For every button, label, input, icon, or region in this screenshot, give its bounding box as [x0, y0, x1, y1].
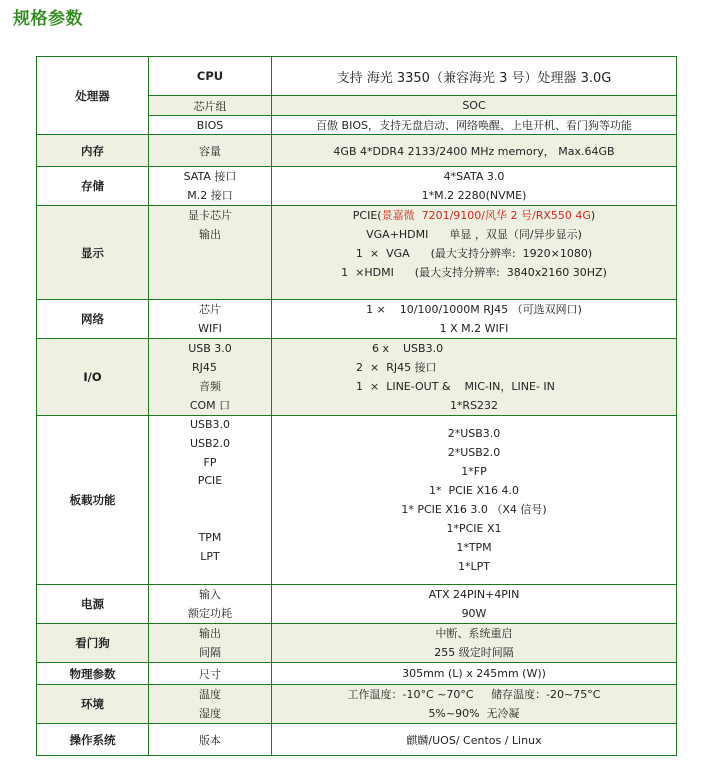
val-network: [272, 300, 677, 339]
sub-environment-humidity: 湿度: [199, 707, 221, 720]
sub-network-chip: 芯片: [199, 303, 221, 316]
row-watchdog: [37, 624, 677, 663]
val-environment: [272, 685, 677, 724]
category-processor: 处理器: [37, 57, 149, 135]
sub-environment: [149, 685, 272, 724]
val-watchdog-interval: 255 级定时间隔: [434, 646, 514, 659]
sub-storage-m2: M.2 接口: [187, 189, 233, 202]
val-environment-temp: 工作温度：-10°C ~70°C 储存温度：-20~75°C: [347, 688, 601, 701]
val-io-com: 1*RS232: [449, 399, 499, 412]
gpu-suffix: ): [590, 209, 596, 222]
val-display: [272, 206, 677, 300]
val-io-audio: 1 × LINE-OUT & MIC-IN，LINE- IN: [356, 380, 555, 393]
sub-onboard: [149, 416, 272, 585]
row-display: [37, 206, 677, 300]
val-physical: 305mm (L) x 245mm (W)): [272, 663, 677, 685]
row-memory: [37, 135, 677, 167]
val-chipset: SOC: [272, 96, 677, 116]
val-display-vga: 1 × VGA (最大支持分辨率: 1920×1080): [355, 247, 593, 260]
category-storage: 存储: [37, 167, 149, 206]
sub-display-gpu: 显卡芯片: [188, 209, 232, 222]
category-display: 显示: [37, 206, 149, 300]
sub-onboard-usb2: USB2.0: [189, 436, 231, 450]
row-storage: [37, 167, 677, 206]
row-io: [37, 339, 677, 416]
gpu-prefix: PCIE(: [352, 209, 382, 222]
row-physical: [37, 663, 677, 685]
sub-onboard-tpm: TPM: [198, 530, 222, 544]
sub-cpu: CPU: [149, 57, 272, 96]
spec-table: [36, 56, 677, 756]
sub-onboard-blank1: [149, 491, 271, 510]
sub-onboard-lpt: LPT: [200, 549, 220, 563]
val-onboard-fp: 1*FP: [461, 465, 487, 478]
sub-memory: 容量: [149, 135, 272, 167]
val-io: [272, 339, 677, 416]
sub-chipset: 芯片组: [149, 96, 272, 116]
val-power-input: ATX 24PIN+4PIN: [428, 588, 520, 601]
sub-storage: [149, 167, 272, 206]
sub-storage-sata: SATA 接口: [183, 170, 237, 183]
val-io-rj45: 2 × RJ45 接口: [356, 361, 437, 374]
val-display-gpu: [272, 206, 676, 225]
val-bios: 百傲 BIOS，支持无盘启动、网络唤醒、上电开机、看门狗等功能: [272, 116, 677, 135]
val-environment-humidity: 5%~90% 无冷凝: [428, 707, 520, 720]
sub-onboard-blank2: [149, 510, 271, 529]
sub-display-output: 输出: [199, 228, 221, 241]
sub-watchdog: [149, 624, 272, 663]
sub-network: [149, 300, 272, 339]
val-cpu: 支持 海光 3350（兼容海光 3 号）处理器 3.0G: [272, 57, 677, 96]
val-power-rated: 90W: [461, 607, 487, 620]
sub-io-usb: USB 3.0: [188, 342, 232, 355]
val-onboard-pcie-x16-30: 1* PCIE X16 3.0 （X4 信号): [401, 503, 547, 516]
val-onboard: [272, 416, 677, 585]
category-network: 网络: [37, 300, 149, 339]
category-watchdog: 看门狗: [37, 624, 149, 663]
sub-io-audio: 音频: [199, 380, 221, 393]
sub-watchdog-interval: 间隔: [199, 646, 221, 659]
val-io-usb: 6 x USB3.0: [372, 342, 444, 355]
val-memory: 4GB 4*DDR4 2133/2400 MHz memory， Max.64GB: [272, 135, 677, 167]
sub-onboard-pcie: PCIE: [197, 474, 223, 488]
val-storage: [272, 167, 677, 206]
val-power: [272, 585, 677, 624]
val-onboard-pcie-x16-40: 1* PCIE X16 4.0: [428, 484, 520, 497]
category-onboard: 板载功能: [37, 416, 149, 585]
sub-watchdog-output: 输出: [199, 627, 221, 640]
category-environment: 环境: [37, 685, 149, 724]
row-onboard: [37, 416, 677, 585]
sub-power-input: 输入: [199, 588, 221, 601]
sub-onboard-fp: FP: [203, 455, 217, 469]
row-power: [37, 585, 677, 624]
sub-io-rj45: RJ45: [192, 361, 217, 374]
val-os: 麒麟/UOS/ Centos / Linux: [272, 724, 677, 756]
val-onboard-usb3: 2*USB3.0: [447, 427, 501, 440]
val-watchdog: [272, 624, 677, 663]
sub-onboard-usb3: USB3.0: [189, 418, 231, 431]
sub-bios: BIOS: [149, 116, 272, 135]
category-power: 电源: [37, 585, 149, 624]
gpu-models-highlight: 景嘉微 7201/9100/风华 2 号/RX550 4G: [381, 209, 591, 222]
category-io: I/O: [37, 339, 149, 416]
row-os: [37, 724, 677, 756]
val-watchdog-output: 中断、系统重启: [435, 627, 513, 640]
val-onboard-lpt: 1*LPT: [458, 560, 490, 573]
sub-power-rated: 额定功耗: [188, 607, 232, 620]
sub-physical: 尺寸: [149, 663, 272, 685]
category-memory: 内存: [37, 135, 149, 167]
sub-network-wifi: WIFI: [198, 322, 222, 335]
sub-os: 版本: [149, 724, 272, 756]
row-network: [37, 300, 677, 339]
val-network-wifi: 1 X M.2 WIFI: [439, 322, 509, 335]
val-network-rj45: 1 × 10/100/1000M RJ45 （可选双网口): [366, 303, 582, 316]
val-onboard-tpm: 1*TPM: [456, 541, 492, 554]
val-onboard-pcie-x1: 1*PCIE X1: [446, 522, 502, 535]
sub-io-com: COM 口: [189, 399, 231, 412]
val-storage-sata: 4*SATA 3.0: [443, 170, 505, 183]
val-onboard-usb2: 2*USB2.0: [447, 446, 501, 459]
val-storage-m2: 1*M.2 2280(NVME): [421, 189, 527, 202]
val-display-hdmi: 1 ×HDMI (最大支持分辨率: 3840x2160 30HZ): [341, 266, 607, 279]
sub-power: [149, 585, 272, 624]
row-cpu: [37, 57, 677, 96]
category-physical: 物理参数: [37, 663, 149, 685]
row-environment: [37, 685, 677, 724]
val-display-mode: VGA+HDMI 单显 ，双显（同/异步显示): [366, 228, 582, 241]
sub-io: [149, 339, 272, 416]
category-os: 操作系统: [37, 724, 149, 756]
page-title: 规格参数: [13, 9, 83, 29]
sub-environment-temp: 温度: [199, 688, 221, 701]
sub-display: [149, 206, 272, 300]
